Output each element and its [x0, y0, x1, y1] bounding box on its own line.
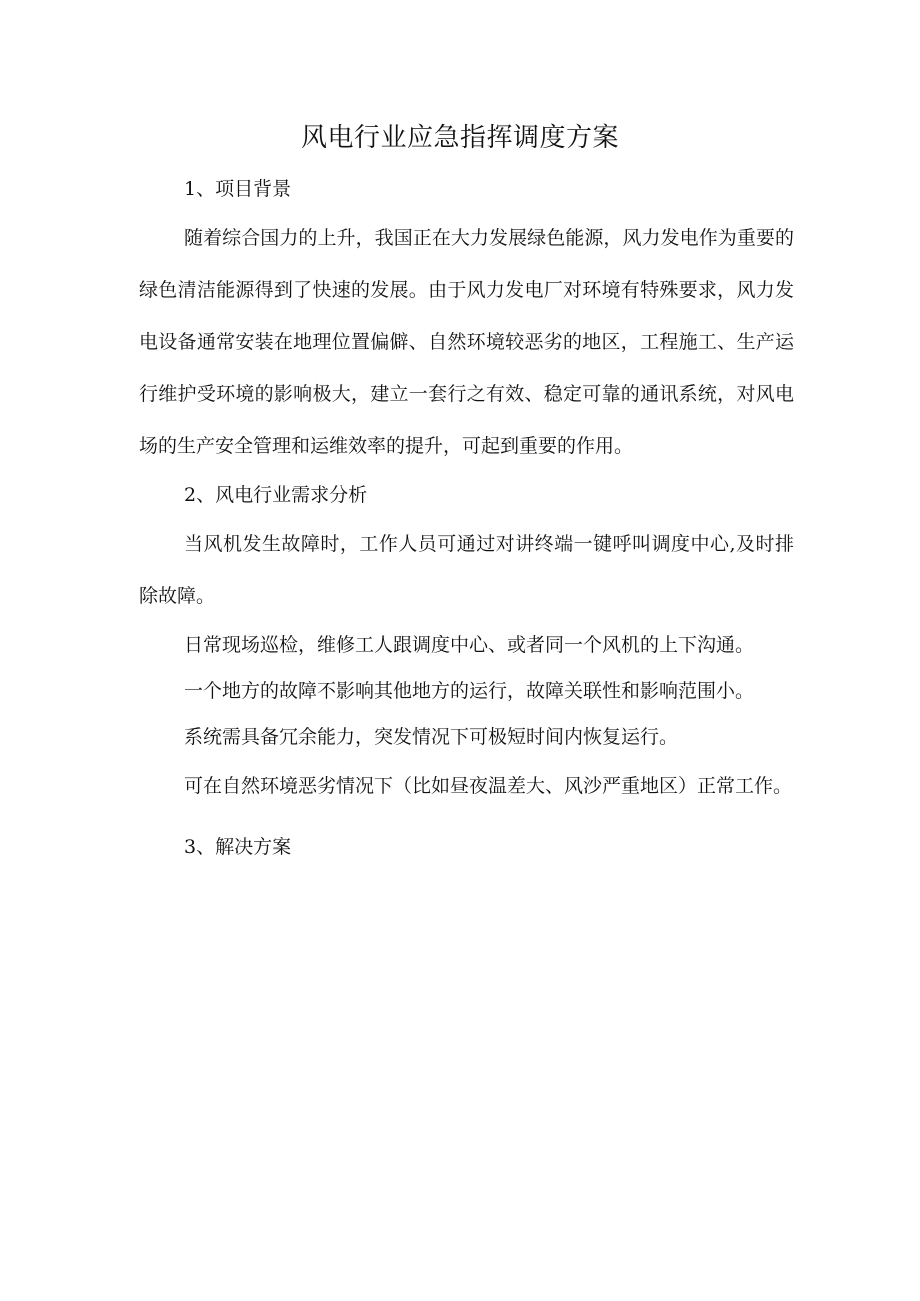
section-2-item-2: 日常现场巡检，维修工人跟调度中心、或者同一个风机的上下沟通。	[184, 634, 755, 656]
section-2-item-3: 一个地方的故障不影响其他地方的运行，故障关联性和影响范围小。	[184, 680, 755, 702]
section-3-heading: 3、解决方案	[184, 836, 292, 858]
section-1-paragraph: 随着综合国力的上升，我国正在大力发展绿色能源，风力发电作为重要的绿色清洁能源得到了快速的发展。由于风力发电厂对环境有特殊要求，风力发电设备通常安装在地理位置偏僻、自然环境较恶劣的地区，工程施工、生产运行维护受环境的影响极大，建立一套行之有效、稳定可靠的通讯系统，对风电场的生产安全管理和运维效率的提升，可起到重要的作用。	[139, 227, 794, 457]
section-2-item-1: 当风机发生故障时，工作人员可通过对讲终端一键呼叫调度中心,及时排除故障。	[139, 533, 794, 607]
document-body	[139, 166, 794, 870]
document-title: 风电行业应急指挥调度方案	[300, 123, 619, 153]
section-2-item-5: 可在自然环境恶劣情况下（比如昼夜温差大、风沙严重地区）正常工作。	[184, 775, 793, 797]
section-1-heading: 1、项目背景	[184, 178, 292, 200]
section-2-item-4: 系统需具备冗余能力，突发情况下可极短时间内恢复运行。	[184, 726, 679, 748]
section-2-heading: 2、风电行业需求分析	[184, 484, 368, 506]
